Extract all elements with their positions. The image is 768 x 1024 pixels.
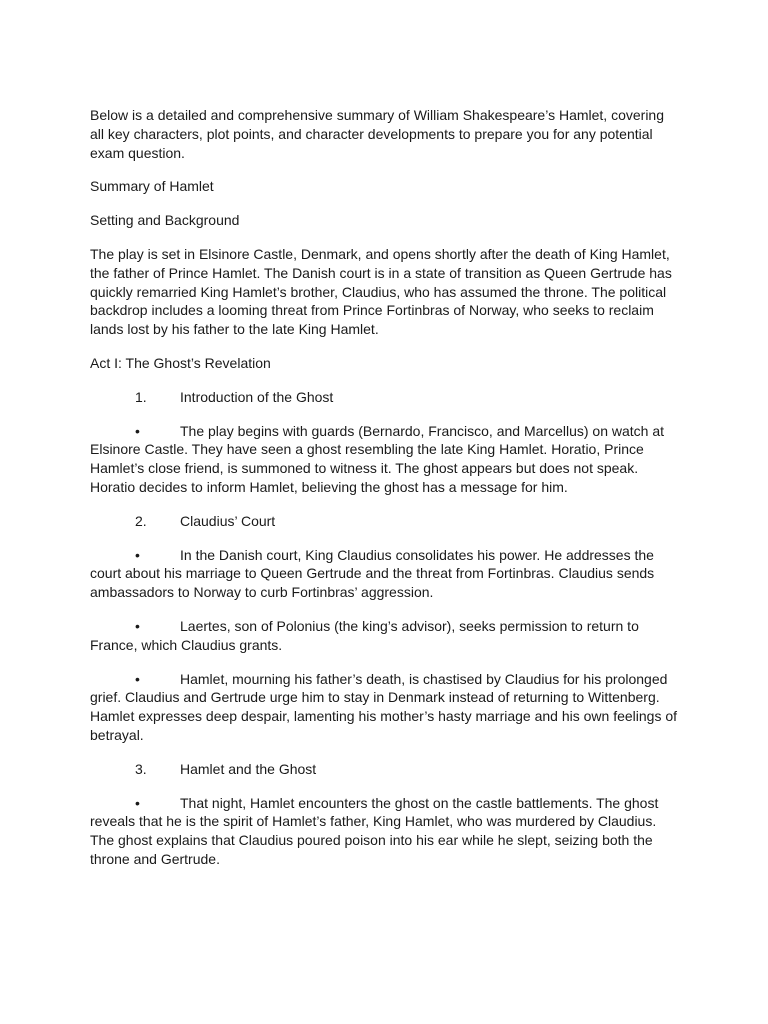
bullet-text: Hamlet, mourning his father’s death, is chastised by Claudius for his prolonged grief. Claudius and Gertrude urge him to stay in Denmark instead of returning to Wittenberg. Hamlet expresses deep despair, lamenting his mother’s hasty marriage and his own feelings of betrayal. <box>90 670 678 743</box>
bullet-marker: • <box>135 546 140 563</box>
bullet-paragraph <box>90 422 680 497</box>
setting-heading: Setting and Background <box>90 212 240 229</box>
section-number: 2. <box>135 512 147 529</box>
intro-paragraph: Below is a detailed and comprehensive summary of William Shakespeare’s Hamlet, covering all key characters, plot points, and character developments to prepare you for any potential exam question. <box>90 107 664 161</box>
bullet-paragraph <box>90 794 680 869</box>
act1-heading: Act I: The Ghost’s Revelation <box>90 354 271 371</box>
setting-paragraph: The play is set in Elsinore Castle, Denmark, and opens shortly after the death of King Hamlet, the father of Prince Hamlet. The Danish court is in a state of transition as Queen Gertrude has quickly remarried King Hamlet’s brother, Claudius, who has assumed the throne. The political backdrop includes a looming threat from Prince Fortinbras of Norway, who seeks to reclaim lands lost by his father to the late King Hamlet. <box>90 245 672 338</box>
bullet-paragraph <box>90 670 680 745</box>
section-title: Hamlet and the Ghost <box>180 760 317 777</box>
bullet-text: The play begins with guards (Bernardo, Francisco, and Marcellus) on watch at Elsinore Castle. They have seen a ghost resembling the late King Hamlet. Horatio, Prince Hamlet’s close friend, is summoned to witness it. The ghost appears but does not speak. Horatio decides to inform Hamlet, believing the ghost has a message for him. <box>90 422 665 495</box>
section-title: Introduction of the Ghost <box>180 388 334 405</box>
bullet-text: In the Danish court, King Claudius consolidates his power. He addresses the court about his marriage to Queen Gertrude and the threat from Fortinbras. Claudius sends ambassadors to Norway to curb Fortinbras’ aggression. <box>90 546 655 601</box>
section-heading <box>90 760 680 779</box>
bullet-marker: • <box>135 422 140 439</box>
section-heading <box>90 512 680 531</box>
section-number: 1. <box>135 388 147 405</box>
bullet-marker: • <box>135 670 140 687</box>
bullet-text: Laertes, son of Polonius (the king’s advisor), seeks permission to return to France, which Claudius grants. <box>90 617 639 653</box>
bullet-marker: • <box>135 617 140 634</box>
document-page <box>90 106 680 884</box>
bullet-text: That night, Hamlet encounters the ghost on the castle battlements. The ghost reveals that he is the spirit of Hamlet’s father, King Hamlet, who was murdered by Claudius. The ghost explains that Claudius poured poison into his ear while he slept, seizing both the throne and Gertrude. <box>90 794 659 867</box>
bullet-marker: • <box>135 794 140 811</box>
bullet-paragraph <box>90 617 680 655</box>
section-heading <box>90 388 680 407</box>
section-title: Claudius’ Court <box>180 512 276 529</box>
summary-heading: Summary of Hamlet <box>90 178 214 195</box>
section-number: 3. <box>135 760 147 777</box>
bullet-paragraph <box>90 546 680 602</box>
